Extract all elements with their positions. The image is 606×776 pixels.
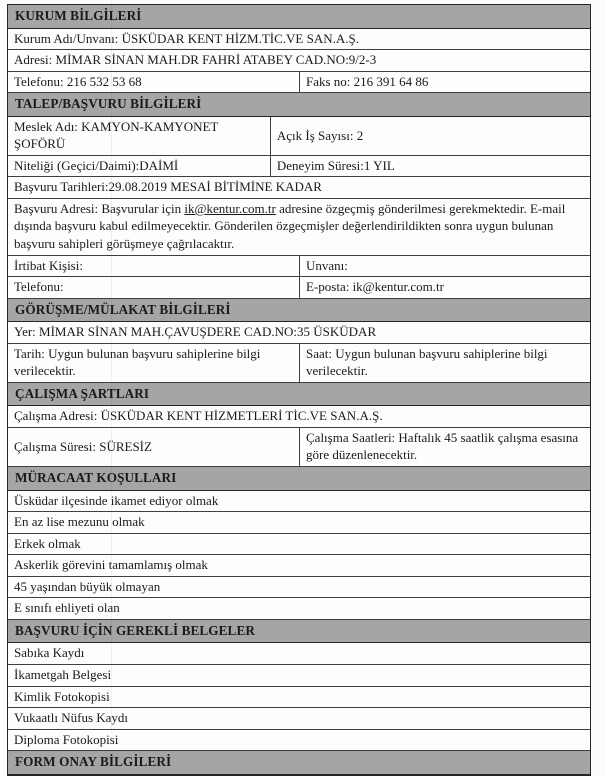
document-item: Kimlik Fotokopisi (14, 688, 110, 704)
section-title: MÜRACAAT KOŞULLARI (15, 470, 177, 486)
section-header-talep-basvuru-bilgileri (8, 93, 590, 117)
basvuru-adresi-text-before: Başvuru Adresi: Başvurular için (14, 200, 185, 216)
section-header-muracaat-kosullari (8, 467, 590, 491)
section-header-gorusme-mulakat-bilgileri (8, 299, 590, 323)
field-kurum-adi-unvani: Kurum Adı/Unvanı: ÜSKÜDAR KENT HİZM.TİC.VE SAN.A.Ş. (14, 30, 359, 46)
field-acik-is-sayisi-text: Açık İş Sayısı: 2 (276, 127, 364, 143)
field-niteligi: Niteliği (Geçici/Daimi):DAİMİ (14, 157, 179, 173)
field-unvani: Unvanı: (299, 256, 590, 277)
row-kosul-ehliyet (8, 598, 590, 620)
section-title: KURUM BİLGİLERİ (15, 8, 142, 23)
field-deneyim-suresi: Deneyim Süresi:1 YIL (270, 156, 590, 177)
row-meslek-acik-is (8, 117, 590, 156)
field-basvuru-tarihleri: Başvuru Tarihleri:29.08.2019 MESAİ BİTİMİNE KADAR (14, 179, 322, 195)
section-header-form-onay-bilgileri (8, 751, 590, 775)
row-calisma-adresi (8, 406, 590, 428)
row-belge-nufus (8, 708, 590, 730)
field-basvuru-adresi (8, 199, 590, 255)
row-kosul-lise (8, 512, 590, 534)
field-meslek-adi (8, 117, 270, 155)
document-item: Diploma Fotokopisi (14, 731, 119, 747)
basvuru-adresi-text-after: adresine özgeçmiş gönderilmesi gerekmektedir. E-mail dışında başvuru kabul edilmeyecektir. Gönderilen özgeçmişler değerlendirildikten sonra uygun bulunan başvuru sahipleri görüşmeye çağrılacaktır. (14, 200, 566, 252)
row-telefon-faks (8, 72, 590, 94)
section-title: BAŞVURU İÇİN GEREKLİ BELGELER (15, 622, 255, 638)
section-header-kurum-bilgileri (8, 5, 590, 29)
row-belge-ikametgah (8, 665, 590, 687)
document-item: Vukaatlı Nüfus Kaydı (14, 710, 129, 726)
row-telefonu-eposta (8, 277, 590, 299)
field-calisma-adresi: Çalışma Adresi: ÜSKÜDAR KENT HİZMETLERİ TİC.VE SAN.A.Ş. (14, 408, 383, 424)
section-title: GÖRÜŞME/MÜLAKAT BİLGİLERİ (15, 301, 231, 317)
section-title: ÇALIŞMA ŞARTLARI (15, 385, 150, 401)
field-calisma-suresi-text: Çalışma Süresi: SÜRESİZ (14, 438, 152, 454)
field-faks-no: Faks no: 216 391 64 86 (299, 72, 590, 93)
row-calisma-suresi-saatleri (8, 428, 590, 467)
condition-item: E sınıfı ehliyeti olan (14, 600, 120, 616)
field-tarih: Tarih: Uygun bulunan başvuru sahiplerine bilgi verilecektir. (14, 345, 261, 379)
field-calisma-suresi (8, 428, 299, 466)
field-acik-is-sayisi (270, 117, 590, 155)
email-link[interactable]: ik@kentur.com.tr (184, 200, 276, 216)
condition-item: 45 yaşından büyük olmayan (14, 578, 161, 594)
field-irtibat-kisisi: İrtibat Kişisi: (14, 257, 83, 273)
field-adresi: Adresi: MİMAR SİNAN MAH.DR FAHRİ ATABEY CAD.NO:9/2-3 (14, 52, 377, 68)
job-posting-form-table (7, 4, 591, 776)
field-meslek-adi-text: Meslek Adı: KAMYON-KAMYONET ŞOFÖRÜ (14, 118, 219, 152)
condition-item: Askerlik görevini tamamlamış olmak (14, 557, 208, 573)
field-calisma-saatleri: Çalışma Saatleri: Haftalık 45 saatlik çalışma esasına göre düzenlenecektir. (299, 428, 590, 466)
row-belge-kimlik (8, 687, 590, 709)
row-kosul-erkek (8, 534, 590, 556)
row-irtibat-unvani (8, 256, 590, 278)
document-item: Sabıka Kaydı (14, 645, 85, 661)
row-kosul-ikamet (8, 491, 590, 513)
field-telefonu: Telefonu: 216 532 53 68 (14, 73, 142, 89)
section-header-calisma-sartlari (8, 383, 590, 407)
row-basvuru-tarihleri (8, 177, 590, 199)
field-saat: Saat: Uygun bulunan başvuru sahiplerine bilgi verilecektir. (299, 344, 590, 382)
condition-item: Üsküdar ilçesinde ikamet ediyor olmak (14, 492, 219, 508)
row-niteligi-deneyim (8, 156, 590, 178)
row-tarih-saat (8, 344, 590, 383)
field-telefonu-2: Telefonu: (14, 279, 64, 295)
row-belge-diploma (8, 730, 590, 752)
row-basvuru-adresi (8, 199, 590, 256)
row-adresi (8, 50, 590, 72)
row-yer (8, 322, 590, 344)
condition-item: Erkek olmak (14, 535, 81, 551)
row-kosul-yas (8, 577, 590, 599)
row-kosul-askerlik (8, 555, 590, 577)
row-kurum-adi (8, 29, 590, 51)
section-title: TALEP/BAŞVURU BİLGİLERİ (15, 96, 202, 112)
section-header-gerekli-belgeler (8, 620, 590, 644)
field-yer: Yer: MİMAR SİNAN MAH.ÇAVUŞDERE CAD.NO:35 ÜSKÜDAR (14, 324, 377, 340)
condition-item: En az lise mezunu olmak (14, 514, 145, 530)
document-item: İkametgah Belgesi (14, 666, 112, 682)
field-eposta: E-posta: ik@kentur.com.tr (299, 277, 590, 298)
row-belge-sabika (8, 643, 590, 665)
section-title: FORM ONAY BİLGİLERİ (15, 754, 172, 770)
